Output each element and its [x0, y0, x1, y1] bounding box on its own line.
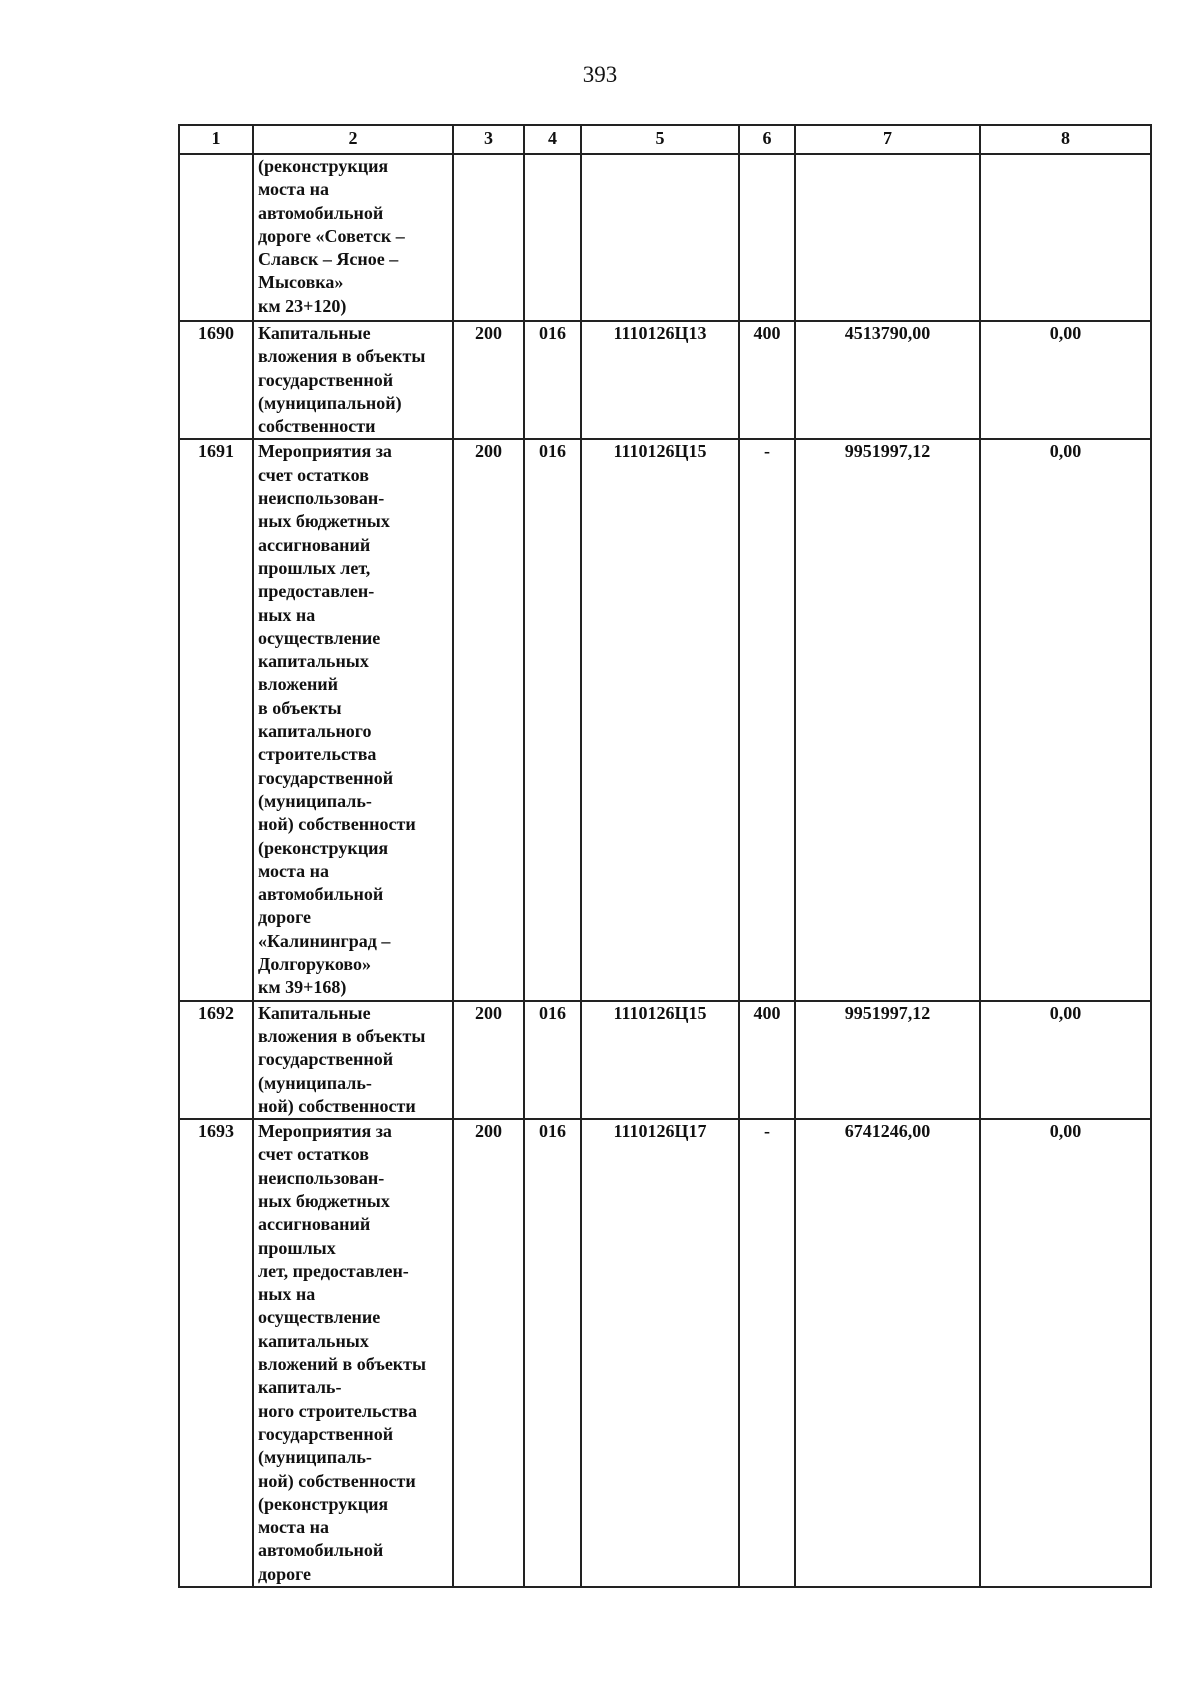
table-row [179, 321, 1151, 439]
code-cell: 1110126Ц15 [581, 439, 739, 1000]
item-name-cell: Мероприятия за счет остатков неиспользован- ных бюджетных ассигнований прошлых лет, предоставлен- ных на осуществление капитальных вложений в объекты капиталь- ного строительства государственной (муниципаль- ной) собственности (реконструкция моста на автомобильной дороге [253, 1119, 453, 1587]
header-col-1: 1 [179, 125, 253, 154]
code-cell: 1110126Ц13 [581, 321, 739, 439]
header-col-2: 2 [253, 125, 453, 154]
amount-cell [795, 154, 980, 321]
col-6-cell: - [739, 439, 795, 1000]
col-8-cell: 0,00 [980, 1001, 1151, 1119]
table-row [179, 1119, 1151, 1587]
code-cell: 1110126Ц17 [581, 1119, 739, 1587]
header-col-7: 7 [795, 125, 980, 154]
col-8-cell: 0,00 [980, 1119, 1151, 1587]
header-col-3: 3 [453, 125, 524, 154]
table-row [179, 154, 1151, 321]
col-6-cell: - [739, 1119, 795, 1587]
col-3-cell: 200 [453, 439, 524, 1000]
item-name-cell: Капитальные вложения в объекты государственной (муниципальной) собственности [253, 321, 453, 439]
col-6-cell [739, 154, 795, 321]
col-4-cell: 016 [524, 321, 581, 439]
row-number-cell: 1693 [179, 1119, 253, 1587]
header-col-4: 4 [524, 125, 581, 154]
col-4-cell [524, 154, 581, 321]
code-cell [581, 154, 739, 321]
col-3-cell: 200 [453, 321, 524, 439]
amount-cell: 9951997,12 [795, 1001, 980, 1119]
header-col-5: 5 [581, 125, 739, 154]
col-4-cell: 016 [524, 1119, 581, 1587]
page-number: 393 [582, 62, 618, 87]
table-row [179, 1001, 1151, 1119]
col-3-cell: 200 [453, 1001, 524, 1119]
row-number-cell: 1692 [179, 1001, 253, 1119]
item-name-cell: Мероприятия за счет остатков неиспользован- ных бюджетных ассигнований прошлых лет, предоставлен- ных на осуществление капитальных вложений в объекты капитального строительства государственной (муниципаль- ной) собственности (реконструкция моста на автомобильной дороге «Калининград – Долгоруково» км 39+168) [253, 439, 453, 1000]
row-number-cell: 1691 [179, 439, 253, 1000]
col-8-cell: 0,00 [980, 439, 1151, 1000]
header-col-8: 8 [980, 125, 1151, 154]
col-6-cell: 400 [739, 1001, 795, 1119]
header-col-6: 6 [739, 125, 795, 154]
amount-cell: 6741246,00 [795, 1119, 980, 1587]
row-number-cell [179, 154, 253, 321]
code-cell: 1110126Ц15 [581, 1001, 739, 1119]
item-name-cell: Капитальные вложения в объекты государственной (муниципаль- ной) собственности [253, 1001, 453, 1119]
col-4-cell: 016 [524, 1001, 581, 1119]
header-row [179, 125, 1151, 154]
amount-cell: 4513790,00 [795, 321, 980, 439]
budget-table [178, 124, 1152, 1588]
col-4-cell: 016 [524, 439, 581, 1000]
item-name-cell: (реконструкция моста на автомобильной дороге «Советск – Славск – Ясное – Мысовка» км 23+120) [253, 154, 453, 321]
col-6-cell: 400 [739, 321, 795, 439]
table-header [179, 125, 1151, 154]
amount-cell: 9951997,12 [795, 439, 980, 1000]
row-number-cell: 1690 [179, 321, 253, 439]
col-3-cell [453, 154, 524, 321]
table-row [179, 439, 1151, 1000]
col-8-cell: 0,00 [980, 321, 1151, 439]
col-8-cell [980, 154, 1151, 321]
col-3-cell: 200 [453, 1119, 524, 1587]
